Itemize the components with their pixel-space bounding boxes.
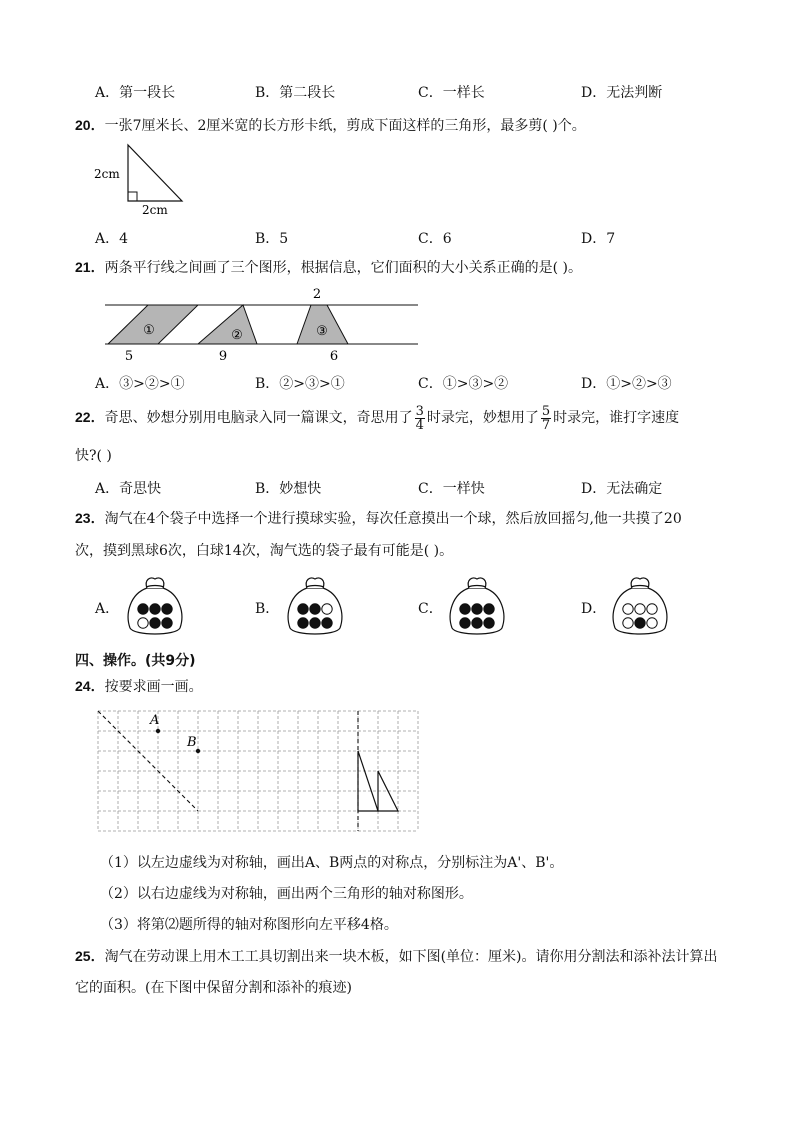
black-ball — [322, 618, 332, 628]
label-top-2: 2 — [312, 287, 322, 302]
black-ball — [298, 618, 308, 628]
fraction-numerator: 5 — [541, 403, 551, 419]
q20-option-a: A．4 — [95, 231, 129, 247]
q23-option-d: D． — [581, 601, 607, 617]
question-22-line-2: 快?( ) — [75, 448, 112, 464]
question-number: 22． — [75, 409, 105, 425]
q21-option-c: C．①>③>② — [418, 376, 509, 392]
white-ball — [138, 618, 148, 628]
black-ball — [138, 604, 148, 614]
black-ball — [484, 618, 494, 628]
question-text: 一张7厘米长、2厘米宽的长方形卡纸，剪成下面这样的三角形，最多剪( )个。 — [104, 118, 586, 134]
q23-option-c: C． — [418, 601, 443, 617]
black-ball — [460, 604, 470, 614]
question-23 — [75, 508, 682, 528]
fraction-numerator: 3 — [415, 403, 424, 419]
ball-bag-c — [442, 572, 512, 638]
right-triangle — [128, 145, 182, 201]
black-ball — [150, 618, 160, 628]
question-text-part: 时录完，妙想用了 — [426, 410, 539, 426]
q19-option-a: A．第一段长 — [95, 85, 176, 101]
white-ball — [635, 604, 645, 614]
fraction-denominator: 4 — [415, 417, 424, 433]
q19-option-d: D．无法判断 — [581, 85, 663, 101]
q24-sub-3: （3）将第⑵题所得的轴对称图形向左平移4格。 — [100, 917, 398, 933]
right-angle-mark — [128, 192, 137, 201]
tall-triangle — [358, 751, 378, 811]
black-ball — [150, 604, 160, 614]
question-23-line-2: 次，摸到黑球6次，白球14次，淘气选的袋子最有可能是( )。 — [75, 543, 454, 559]
q23-option-b: B． — [255, 601, 280, 617]
q20-option-c: C．6 — [418, 231, 452, 247]
label-bottom-5: 5 — [124, 349, 134, 364]
question-number: 23． — [75, 510, 105, 526]
q22-option-a: A．奇思快 — [95, 481, 162, 497]
question-text: 按要求画一画。 — [104, 679, 203, 695]
question-text-part: 时录完，谁打字速度 — [553, 410, 680, 426]
q19-option-c: C．一样长 — [418, 85, 485, 101]
dashed-grid — [98, 711, 418, 831]
white-ball — [322, 604, 332, 614]
q22-option-d: D．无法确定 — [581, 481, 663, 497]
label-shape-2: ② — [231, 328, 243, 343]
question-20 — [75, 115, 586, 135]
q20-triangle-figure — [90, 140, 200, 220]
q22-option-b: B．妙想快 — [255, 481, 322, 497]
q24-sub-2: （2）以右边虚线为对称轴，画出两个三角形的轴对称图形。 — [100, 886, 473, 902]
ball-bag-b — [280, 572, 350, 638]
q20-option-b: B．5 — [255, 231, 289, 247]
black-ball — [310, 604, 320, 614]
question-25-line-2: 它的面积。(在下图中保留分割和添补的痕迹) — [75, 980, 352, 996]
q21-option-d: D．①>②>③ — [581, 376, 672, 392]
point-b-label: B — [187, 735, 197, 750]
q20-option-d: D．7 — [581, 231, 616, 247]
base-label: 2cm — [142, 203, 168, 217]
white-ball — [647, 618, 657, 628]
q24-grid-figure — [95, 706, 425, 836]
q19-option-b: B．第二段长 — [255, 85, 336, 101]
label-shape-3: ③ — [316, 324, 328, 339]
white-ball — [647, 604, 657, 614]
white-ball — [623, 618, 633, 628]
question-text: 淘气在4个袋子中选择一个进行摸球实验，每次任意摸出一个球，然后放回摇匀,他一共摸了20 — [104, 511, 682, 527]
fraction-three-quarters — [415, 405, 425, 432]
q22-option-c: C．一样快 — [418, 481, 485, 497]
question-25 — [75, 946, 718, 966]
question-text: 两条平行线之间画了三个图形，根据信息，它们面积的大小关系正确的是( )。 — [104, 260, 582, 276]
label-shape-1: ① — [143, 323, 155, 338]
question-21 — [75, 257, 582, 277]
white-ball — [623, 604, 633, 614]
question-number: 24． — [75, 678, 105, 694]
point-a-label: A — [150, 713, 160, 728]
question-24 — [75, 676, 203, 696]
black-ball — [472, 618, 482, 628]
point-a — [156, 729, 160, 733]
q21-option-a: A．③>②>① — [95, 376, 185, 392]
section-4-heading: 四、操作。(共9分) — [75, 653, 196, 669]
ball-bag-a — [120, 572, 190, 638]
question-22 — [75, 400, 679, 435]
question-number: 21． — [75, 259, 105, 275]
label-bottom-9: 9 — [218, 349, 228, 364]
question-number: 20． — [75, 117, 105, 133]
black-ball — [484, 604, 494, 614]
black-ball — [162, 618, 172, 628]
fraction-denominator: 7 — [541, 417, 551, 433]
question-number: 25． — [75, 948, 105, 964]
black-ball — [310, 618, 320, 628]
question-text: 淘气在劳动课上用木工工具切割出来一块木板，如下图(单位：厘米)。请你用分割法和添补法计算出 — [104, 949, 718, 965]
black-ball — [298, 604, 308, 614]
shape-2-triangle — [198, 305, 257, 344]
black-ball — [460, 618, 470, 628]
black-ball — [635, 618, 645, 628]
q24-sub-1: （1）以左边虚线为对称轴，画出A、B两点的对称点，分别标注为A'、B'。 — [100, 855, 564, 871]
q21-option-b: B．②>③>① — [255, 376, 345, 392]
label-bottom-6: 6 — [329, 349, 339, 364]
height-label: 2cm — [94, 167, 120, 181]
black-ball — [162, 604, 172, 614]
q21-parallel-lines-figure — [100, 282, 430, 364]
black-ball — [472, 604, 482, 614]
q23-option-a: A． — [95, 601, 120, 617]
fraction-five-sevenths — [541, 405, 551, 432]
question-text-part: 奇思、妙想分别用电脑录入同一篇课文，奇思用了 — [104, 410, 413, 426]
left-symmetry-axis — [98, 711, 198, 811]
ball-bag-d — [605, 572, 675, 638]
